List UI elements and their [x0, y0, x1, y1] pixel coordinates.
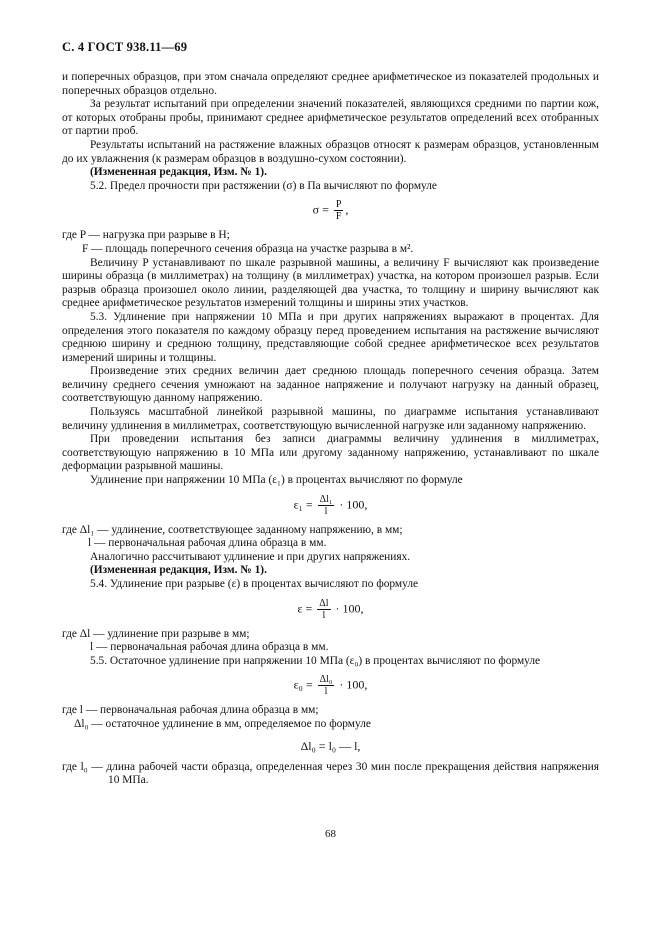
- formula-tail: · 100,: [339, 496, 368, 511]
- definition-l: где l — первоначальная рабочая длина образца в мм;: [62, 704, 319, 717]
- formula-fraction: [317, 598, 330, 621]
- definition-delta-l1: где Δl₁ — удлинение, соответствующее заданному напряжению, в мм;: [62, 523, 403, 536]
- document-page: [62, 40, 599, 788]
- formula-numerator: Δl: [319, 597, 329, 609]
- formula-denominator: F: [335, 211, 342, 223]
- formula-numerator: P: [335, 199, 342, 211]
- section-5-4: 5.4. Удлинение при разрыве (ε) в процентах вычисляют по формуле: [90, 578, 419, 590]
- paragraph-values-pf: Величину P устанавливают по шкале разрывной машины, а величину F вычисляют как произведение ширины образца (в миллиметрах) на толщину (в миллиметрах) участка, на котором произошел разрыв. Если разрыв образца произошел около линии, разделяющей два участка, то толщину и ширину вычисляют как среднее арифметическое результатов измерений толщины и ширины этих участков.: [62, 256, 599, 310]
- paragraph-average-section: Произведение этих средних величин дает среднюю площадь поперечного сечения образца. Затем величину среднего сечения умножают на заданное напряжение и получают нагрузку на данный образец, соответствующую данному напряжению.: [62, 365, 599, 405]
- definition-delta-l0: Δl₀ — остаточное удлинение в мм, определяемое по формуле: [74, 717, 371, 730]
- formula-fraction: [334, 199, 344, 222]
- formula-denominator: l: [324, 686, 328, 698]
- formula-lhs: ε₁ =: [293, 496, 313, 511]
- formula-elongation-break: [62, 598, 599, 621]
- formula-lhs: ε₀ =: [293, 677, 313, 692]
- paragraph-scale-ruler: Пользуясь масштабной линейкой разрывной машины, по диаграмме испытания устанавливают величину удлинения в миллиметрах, соответствующую вычисленной нагрузке или заданному напряжению.: [62, 406, 599, 432]
- definition-l: l — первоначальная рабочая длина образца в мм.: [88, 537, 327, 550]
- formula-delta-l0: Δl₀ = l₀ — l,: [300, 738, 361, 753]
- formula-tail: · 100,: [335, 600, 364, 615]
- amendment-note-2: (Измененная редакция, Изм. № 1).: [90, 564, 267, 577]
- paragraph-continuation: и поперечных образцов, при этом сначала определяют среднее арифметическое из показателей продольных и поперечных образцов отдельно.: [62, 71, 599, 97]
- definition-l0: где l₀ — длина рабочей части образца, определенная через 30 мин после прекращения действия напряжения 10 МПа.: [62, 760, 599, 787]
- formula-numerator: Δl₀: [319, 674, 333, 686]
- formula-tensile-strength: [62, 199, 599, 222]
- formula-elongation-10mpa: [62, 494, 599, 517]
- definition-p: где P — нагрузка при разрыве в Н;: [62, 229, 230, 242]
- formula-fraction: [318, 674, 335, 697]
- section-5-3: 5.3. Удлинение при напряжении 10 МПа и при других напряжениях выражают в процентах. Для определения этого показателя по каждому образцу перед проведением испытания на растяжение вычисляют среднюю ширину и среднюю толщину, представляющие собой среднее арифметическое всех результатов измерений ширины и толщины.: [62, 310, 599, 364]
- section-5-5: 5.5. Остаточное удлинение при напряжении 10 МПа (ε₀) в процентах вычисляют по формуле: [90, 654, 541, 667]
- formula-denominator: l: [324, 505, 328, 517]
- formula-lhs: σ =: [312, 202, 329, 217]
- definition-delta-l: где Δl — удлинение при разрыве в мм;: [62, 627, 250, 640]
- section-5-2: 5.2. Предел прочности при растяжении (σ) в Па вычисляют по формуле: [90, 179, 437, 192]
- paragraph-elongation-10mpa: Удлинение при напряжении 10 МПа (ε₁) в процентах вычисляют по формуле: [90, 474, 463, 487]
- formula-lhs: ε =: [297, 600, 313, 615]
- amendment-note-1: (Измененная редакция, Изм. № 1).: [90, 166, 267, 179]
- paragraph-average-by-party: За результат испытаний при определении значений показателей, являющихся средними по партии кож, от которых отобраны пробы, принимают среднее арифметическое результатов определений всех отобранных от партии проб.: [62, 98, 599, 138]
- definition-f: F — площадь поперечного сечения образца на участке разрыва в м².: [82, 242, 414, 255]
- formula-residual-elongation: [62, 674, 599, 697]
- definition-l: l — первоначальная рабочая длина образца в мм.: [90, 641, 329, 654]
- formula-tail: · 100,: [339, 677, 368, 692]
- paragraph-other-stresses: Аналогично рассчитывают удлинение и при других напряжениях.: [90, 550, 411, 563]
- page-number: 68: [325, 828, 336, 840]
- page-header: С. 4 ГОСТ 938.11—69: [62, 40, 188, 54]
- paragraph-wet-samples: Результаты испытаний на растяжение влажных образцов относят к размерам образцов, установленным до их увлажнения (к размерам образцов в воздушно-сухом состоянии).: [62, 138, 599, 165]
- formula-numerator: Δl₁: [319, 493, 333, 505]
- formula-fraction: [318, 494, 335, 517]
- formula-denominator: l: [322, 609, 326, 621]
- paragraph-without-diagram: При проведении испытания без записи диаграммы величину удлинения в миллиметрах, соответствующую напряжению в 10 МПа или другому заданному напряжению, устанавливают по шкале деформации разрывной машины.: [62, 433, 599, 473]
- formula-tail: ,: [345, 202, 349, 217]
